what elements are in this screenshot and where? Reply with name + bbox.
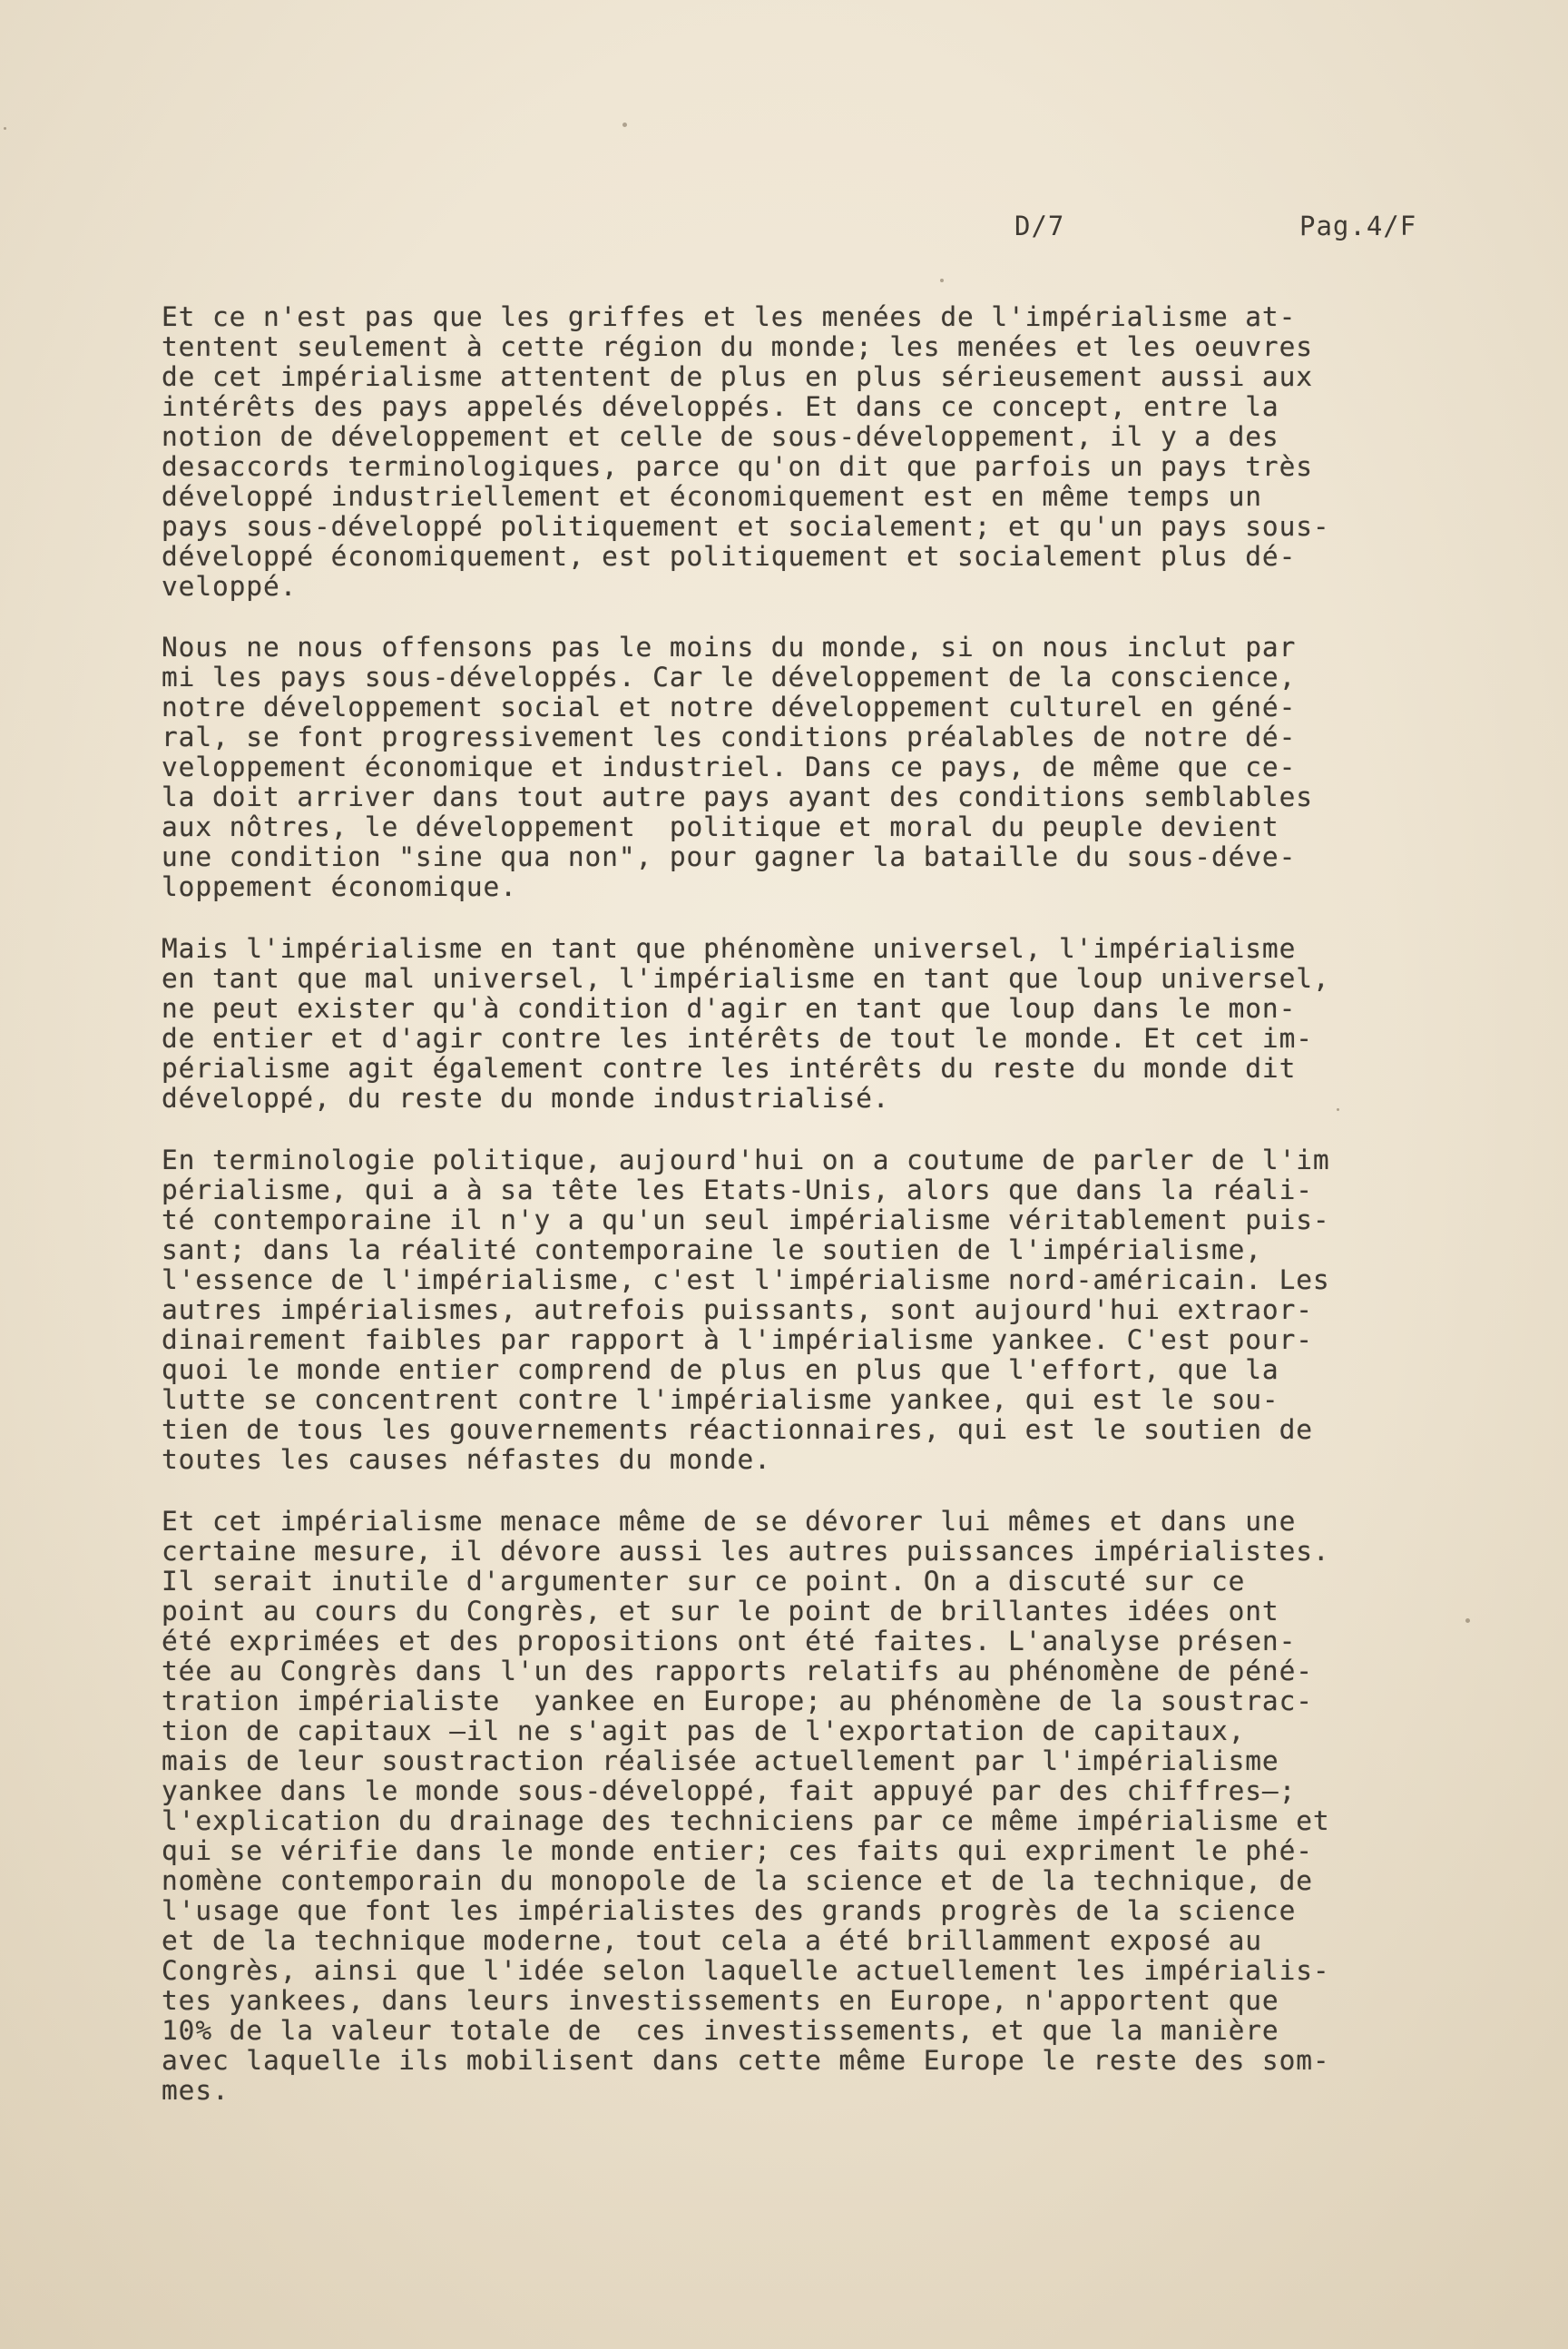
text-line: de entier et d'agir contre les intérêts de tout le monde. Et cet im-	[162, 1023, 1313, 1054]
text-line: de cet impérialisme attentent de plus en plus sérieusement aussi aux	[162, 361, 1313, 392]
text-line: mi les pays sous-développés. Car le développement de la conscience,	[162, 662, 1297, 693]
paper-speck	[4, 127, 6, 130]
text-line: et de la technique moderne, tout cela a été brillamment exposé au	[162, 1925, 1262, 1956]
text-line: l'essence de l'impérialisme, c'est l'impérialisme nord-américain. Les	[162, 1264, 1330, 1295]
text-line: En terminologie politique, aujourd'hui on a coutume de parler de l'im	[162, 1145, 1330, 1175]
text-line: notion de développement et celle de sous-développement, il y a des	[162, 421, 1279, 452]
text-line: veloppement économique et industriel. Dans ce pays, de même que ce-	[162, 752, 1297, 782]
text-line: la doit arriver dans tout autre pays ayant des conditions semblables	[162, 781, 1313, 812]
text-line: avec laquelle ils mobilisent dans cette même Europe le reste des som-	[162, 2045, 1330, 2076]
text-line: dinairement faibles par rapport à l'impérialisme yankee. C'est pour-	[162, 1324, 1313, 1355]
text-line: développé économiquement, est politiquement et socialement plus dé-	[162, 541, 1297, 572]
paper-speck	[1337, 1108, 1339, 1111]
text-line: veloppé.	[162, 571, 298, 602]
text-line: point au cours du Congrès, et sur le point de brillantes idées ont	[162, 1596, 1279, 1627]
text-line: une condition "sine qua non", pour gagner la bataille du sous-déve-	[162, 841, 1297, 872]
text-line: sant; dans la réalité contemporaine le soutien de l'impérialisme,	[162, 1234, 1262, 1265]
text-line: l'usage que font les impérialistes des grands progrès de la science	[162, 1895, 1297, 1926]
page-header	[0, 211, 1568, 247]
text-line: tes yankees, dans leurs investissements en Europe, n'apportent que	[162, 1985, 1279, 2016]
text-line: desaccords terminologiques, parce qu'on dit que parfois un pays très	[162, 451, 1313, 482]
text-line: développé, du reste du monde industrialisé.	[162, 1083, 890, 1114]
text-line: autres impérialismes, autrefois puissants, sont aujourd'hui extraor-	[162, 1294, 1313, 1325]
paper-speck	[622, 123, 627, 127]
text-line: tée au Congrès dans l'un des rapports relatifs au phénomène de péné-	[162, 1656, 1313, 1686]
text-line: développé industriellement et économiquement est en même temps un	[162, 481, 1262, 512]
text-line: lutte se concentrent contre l'impérialisme yankee, qui est le sou-	[162, 1384, 1279, 1415]
text-line: tentent seulement à cette région du monde; les menées et les oeuvres	[162, 331, 1313, 362]
text-line: toutes les causes néfastes du monde.	[162, 1444, 771, 1475]
text-line: Mais l'impérialisme en tant que phénomène universel, l'impérialisme	[162, 933, 1297, 964]
text-line: té contemporaine il n'y a qu'un seul impérialisme véritablement puis-	[162, 1204, 1330, 1235]
text-line: 10% de la valeur totale de ces investissements, et que la manière	[162, 2015, 1279, 2046]
text-line: tion de capitaux —il ne s'agit pas de l'exportation de capitaux,	[162, 1715, 1246, 1746]
text-line: Congrès, ainsi que l'idée selon laquelle actuellement les impérialis-	[162, 1955, 1330, 1986]
text-line: Et cet impérialisme menace même de se dévorer lui mêmes et dans une	[162, 1506, 1297, 1537]
text-line: Nous ne nous offensons pas le moins du monde, si on nous inclut par	[162, 632, 1297, 663]
document-reference: D/7	[1014, 211, 1065, 241]
text-line: Il serait inutile d'argumenter sur ce point. On a discuté sur ce	[162, 1566, 1246, 1597]
text-line: mais de leur soustraction réalisée actuellement par l'impérialisme	[162, 1745, 1279, 1776]
paper-speck	[940, 279, 944, 282]
text-line: yankee dans le monde sous-développé, fait appuyé par des chiffres—;	[162, 1775, 1297, 1806]
text-line: été exprimées et des propositions ont été faites. L'analyse présen-	[162, 1626, 1297, 1656]
text-line: périalisme agit également contre les intérêts du reste du monde dit	[162, 1053, 1297, 1084]
text-line: loppement économique.	[162, 871, 517, 902]
paper-speck	[1465, 1618, 1470, 1623]
text-line: notre développement social et notre développement culturel en géné-	[162, 692, 1297, 722]
text-line: tration impérialiste yankee en Europe; au phénomène de la soustrac-	[162, 1686, 1313, 1716]
text-line: certaine mesure, il dévore aussi les autres puissances impérialistes.	[162, 1536, 1330, 1567]
text-line: qui se vérifie dans le monde entier; ces faits qui expriment le phé-	[162, 1835, 1313, 1866]
text-line: mes.	[162, 2075, 230, 2106]
text-line: périalisme, qui a à sa tête les Etats-Unis, alors que dans la réali-	[162, 1174, 1313, 1205]
text-line: ral, se font progressivement les conditions préalables de notre dé-	[162, 722, 1297, 752]
text-line: tien de tous les gouvernements réactionnaires, qui est le soutien de	[162, 1414, 1313, 1445]
text-line: l'explication du drainage des techniciens par ce même impérialisme et	[162, 1805, 1330, 1836]
text-line: aux nôtres, le développement politique et moral du peuple devient	[162, 811, 1279, 842]
text-line: Et ce n'est pas que les griffes et les menées de l'impérialisme at-	[162, 301, 1297, 332]
text-line: ne peut exister qu'à condition d'agir en tant que loup dans le mon-	[162, 993, 1297, 1024]
text-line: nomène contemporain du monopole de la science et de la technique, de	[162, 1865, 1313, 1896]
text-line: quoi le monde entier comprend de plus en plus que l'effort, que la	[162, 1354, 1279, 1385]
page-number: Pag.4/F	[1299, 211, 1417, 241]
text-line: pays sous-développé politiquement et socialement; et qu'un pays sous-	[162, 511, 1330, 542]
text-line: en tant que mal universel, l'impérialisme en tant que loup universel,	[162, 963, 1330, 994]
text-line: intérêts des pays appelés développés. Et dans ce concept, entre la	[162, 391, 1279, 422]
